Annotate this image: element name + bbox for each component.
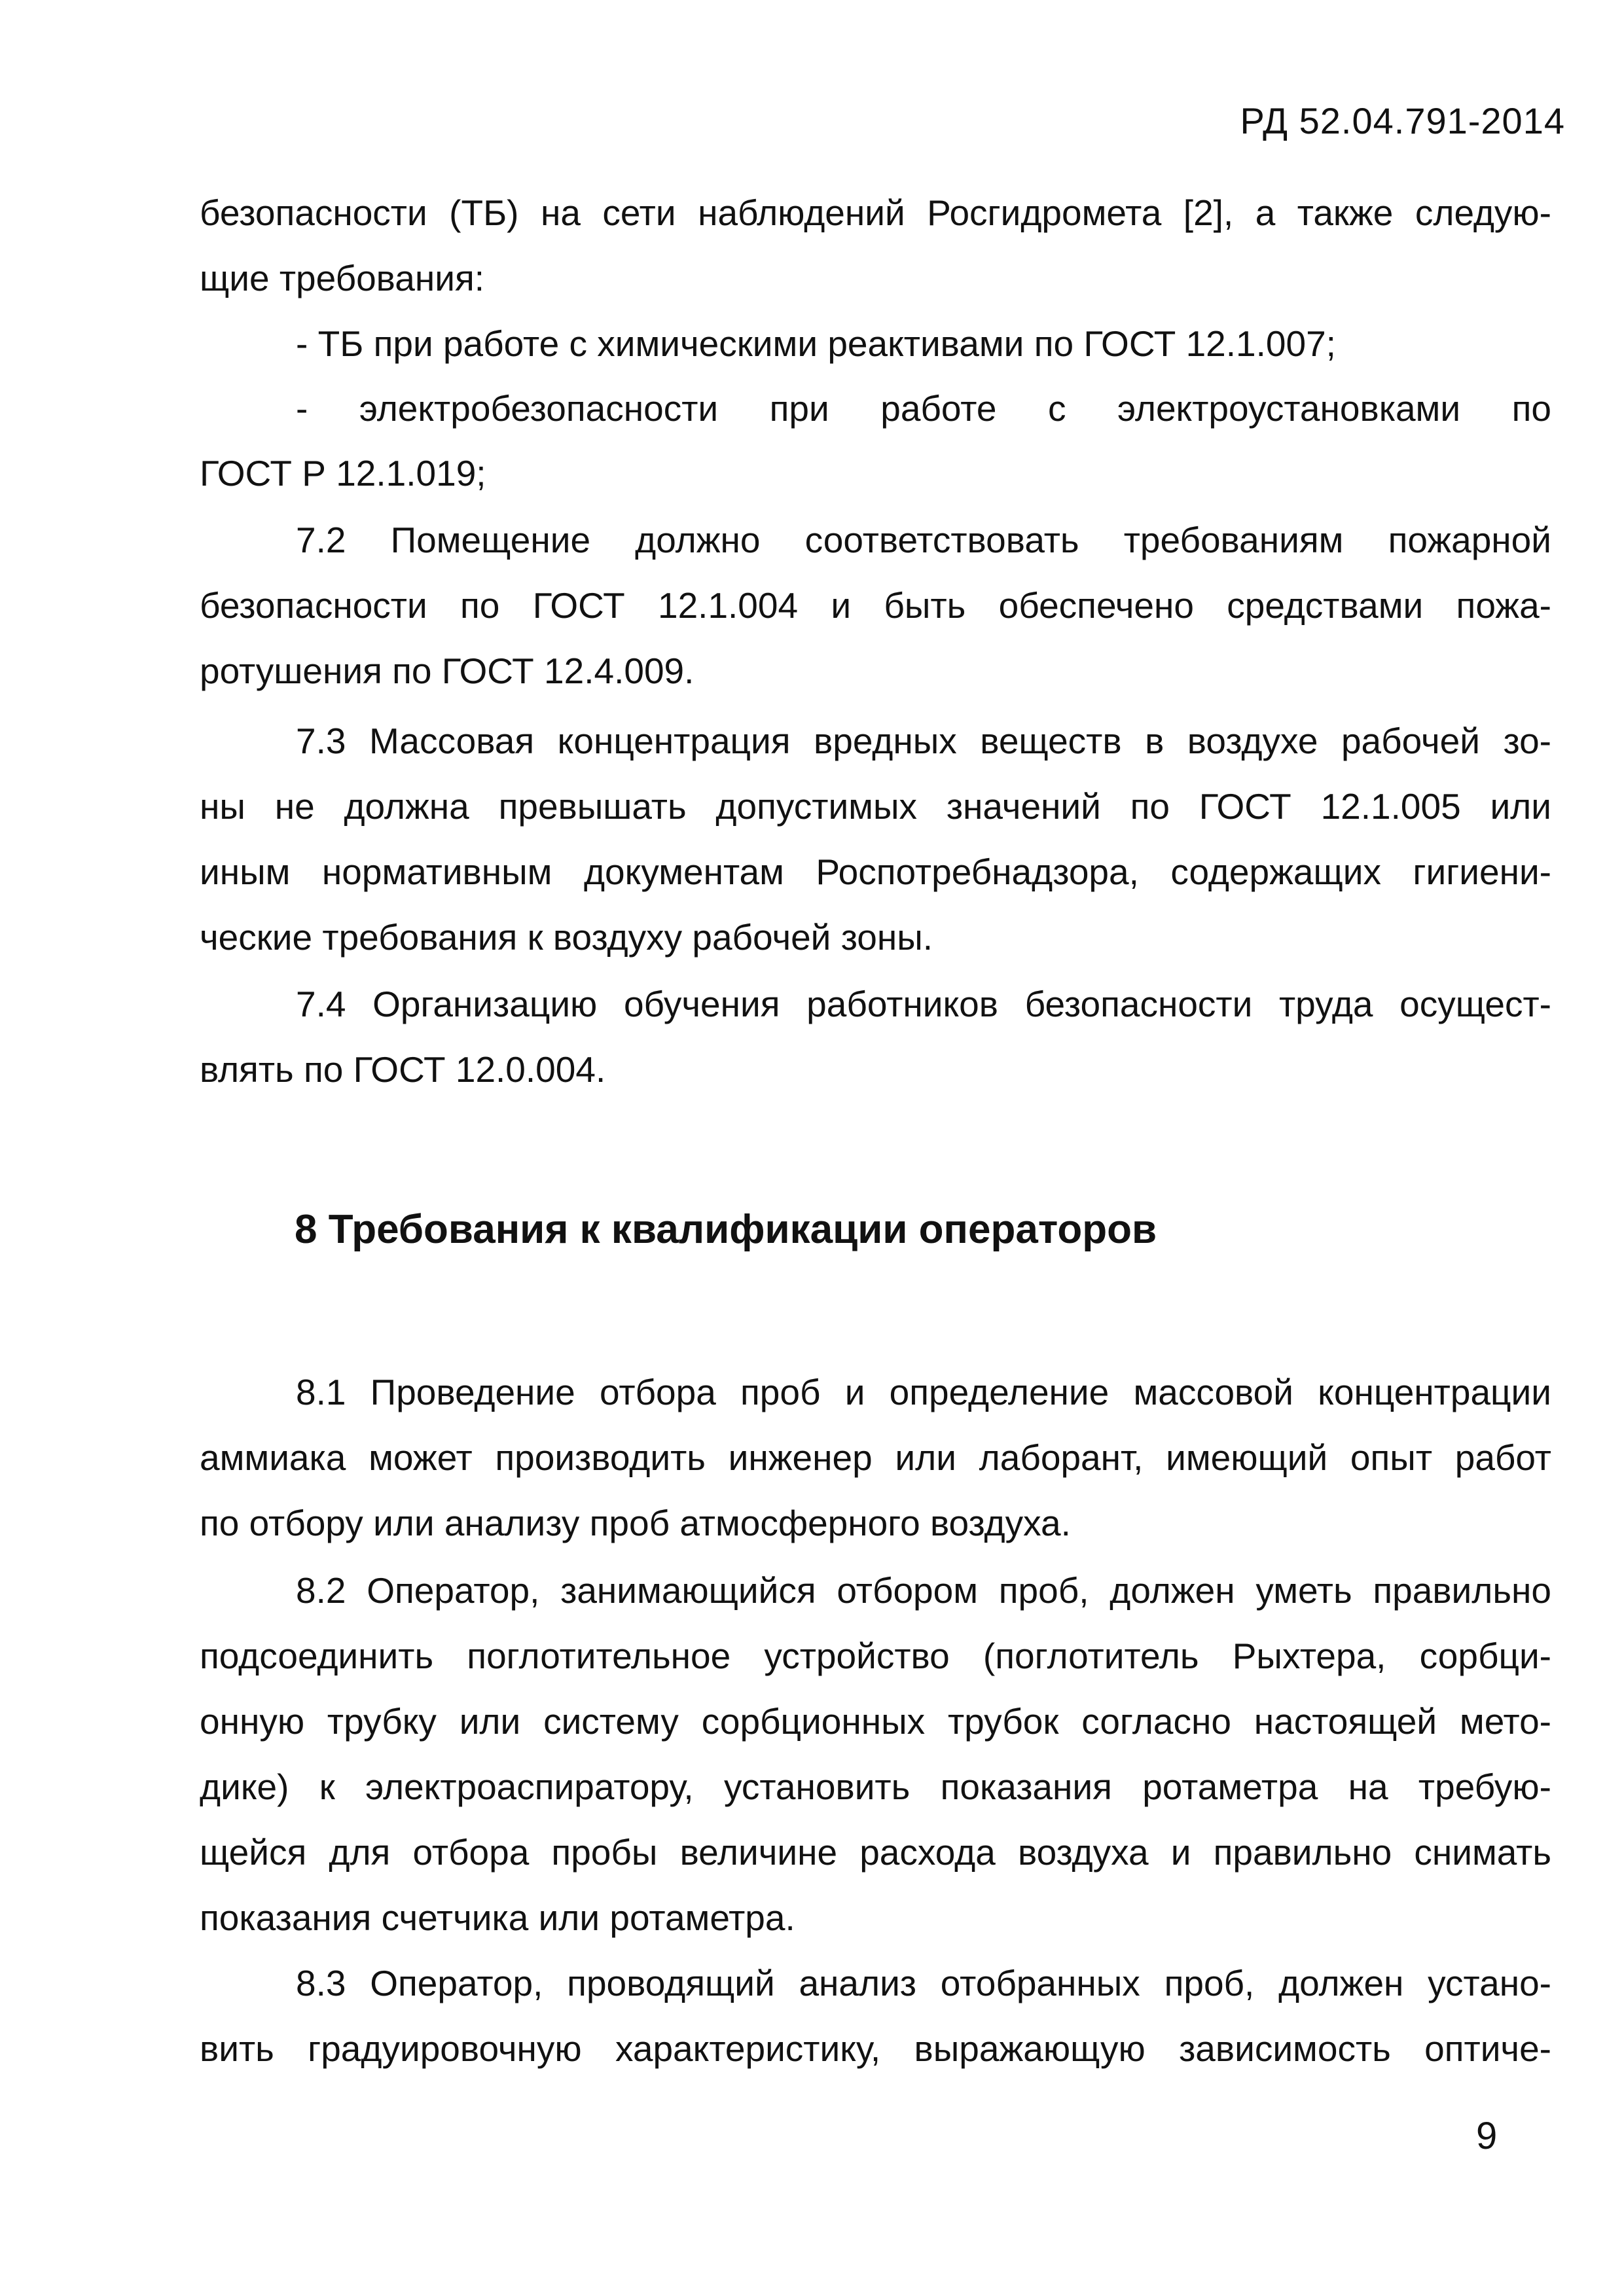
document-code: РД 52.04.791-2014 (1240, 100, 1565, 141)
text-line: безопасности (ТБ) на сети наблюдений Росгидромета [2], а также следую- (200, 192, 1551, 233)
text-line: ны не должна превышать допустимых значений по ГОСТ 12.1.005 или (200, 786, 1551, 827)
paragraph-8-1: 8.1 Проведение отбора проб и определение массовой концентрации (296, 1372, 1551, 1412)
paragraph-7-4: 7.4 Организацию обучения работников безопасности труда осущест- (296, 984, 1551, 1024)
text-line: по отбору или анализу проб атмосферного воздуха. (200, 1503, 1071, 1543)
list-item-text: - электробезопасности при работе с электроустановками по (296, 388, 1551, 429)
text-line: ГОСТ Р 12.1.019; (200, 453, 486, 493)
text-line: щие требования: (200, 258, 485, 298)
paragraph-8-2: 8.2 Оператор, занимающийся отбором проб, должен уметь правильно (296, 1570, 1551, 1611)
section-heading: 8 Требования к квалификации операторов (295, 1207, 1157, 1252)
text-line: показания счетчика или ротаметра. (200, 1897, 795, 1938)
text-line: безопасности по ГОСТ 12.1.004 и быть обеспечено средствами пожа- (200, 585, 1551, 626)
paragraph-7-2: 7.2 Помещение должно соответствовать требованиям пожарной (296, 520, 1551, 560)
text-line: аммиака может производить инженер или лаборант, имеющий опыт работ (200, 1437, 1551, 1478)
text-line: влять по ГОСТ 12.0.004. (200, 1049, 606, 1090)
text-line: иным нормативным документам Роспотребнадзора, содержащих гигиени- (200, 852, 1551, 892)
list-item-text: - ТБ при работе с химическими реактивами по ГОСТ 12.1.007; (296, 323, 1336, 364)
text-line: дике) к электроаспиратору, установить показания ротаметра на требую- (200, 1767, 1551, 1807)
text-line: онную трубку или систему сорбционных трубок согласно настоящей мето- (200, 1701, 1551, 1742)
paragraph-8-3: 8.3 Оператор, проводящий анализ отобранных проб, должен устано- (296, 1963, 1551, 2003)
text-line: подсоединить поглотительное устройство (поглотитель Рыхтера, сорбци- (200, 1636, 1551, 1676)
text-line: ческие требования к воздуху рабочей зоны. (200, 917, 933, 958)
page-number: 9 (1476, 2115, 1498, 2157)
paragraph-7-3: 7.3 Массовая концентрация вредных веществ в воздухе рабочей зо- (296, 721, 1551, 761)
text-line: вить градуировочную характеристику, выражающую зависимость оптиче- (200, 2028, 1551, 2069)
text-line: щейся для отбора пробы величине расхода воздуха и правильно снимать (200, 1832, 1551, 1873)
text-line: ротушения по ГОСТ 12.4.009. (200, 651, 695, 691)
